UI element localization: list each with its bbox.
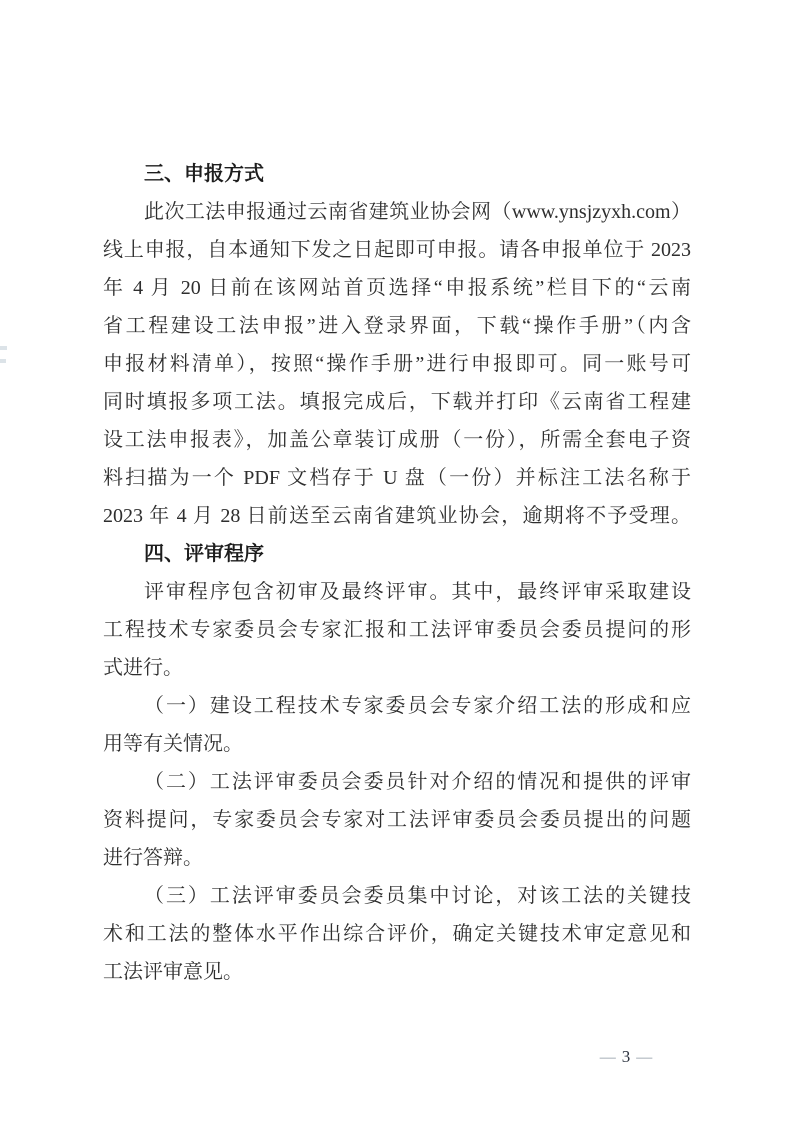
scan-artifact bbox=[0, 346, 7, 350]
document-text-line-item-2: （二）工法评审委员会委员针对介绍的情况和提供的评审 bbox=[144, 771, 691, 793]
page-number bbox=[588, 1046, 664, 1068]
document-text-line: 术和工法的整体水平作出综合评价，确定关键技术审定意见和 bbox=[103, 923, 691, 945]
document-text-line: 省工程建设工法申报”进入登录界面，下载“操作手册”（内含 bbox=[103, 315, 691, 337]
document-text-line: 申报材料清单），按照“操作手册”进行申报即可。同一账号可 bbox=[103, 353, 691, 375]
page-number-dash-left: — bbox=[599, 1049, 616, 1066]
document-text-line: 工法评审意见。 bbox=[103, 961, 243, 983]
document-text-line: 用等有关情况。 bbox=[103, 733, 243, 755]
document-text-line: 年 4 月 20 日前在该网站首页选择“申报系统”栏目下的“云南 bbox=[103, 277, 691, 299]
page-number-value: 3 bbox=[621, 1047, 631, 1066]
document-text-line: 工程技术专家委员会专家汇报和工法评审委员会委员提问的形 bbox=[103, 619, 691, 641]
document-text-line: 设工法申报表》，加盖公章装订成册（一份），所需全套电子资 bbox=[103, 429, 691, 451]
document-text-line: 料扫描为一个 PDF 文档存于 U 盘（一份）并标注工法名称于 bbox=[103, 467, 691, 489]
section-heading-review-procedure: 四、评审程序 bbox=[144, 543, 264, 565]
document-text-line: 2023 年 4 月 28 日前送至云南省建筑业协会，逾期将不予受理。 bbox=[103, 505, 691, 527]
document-text-line: 资料提问，专家委员会专家对工法评审委员会委员提出的问题 bbox=[103, 809, 691, 831]
document-text-line: 评审程序包含初审及最终评审。其中，最终评审采取建设 bbox=[144, 581, 691, 603]
document-text-line: 进行答辩。 bbox=[103, 847, 203, 869]
document-text-line: 同时填报多项工法。填报完成后，下载并打印《云南省工程建 bbox=[103, 391, 691, 413]
document-text-line: 此次工法申报通过云南省建筑业协会网（www.ynsjzyxh.com） bbox=[144, 201, 691, 223]
document-text-line: 式进行。 bbox=[103, 657, 183, 679]
page-number-dash-right: — bbox=[636, 1049, 653, 1066]
section-heading-application-method: 三、申报方式 bbox=[144, 163, 264, 185]
document-text-line: 线上申报，自本通知下发之日起即可申报。请各申报单位于 2023 bbox=[103, 239, 691, 261]
scan-artifact bbox=[0, 359, 6, 363]
document-text-line-item-1: （一）建设工程技术专家委员会专家介绍工法的形成和应 bbox=[144, 695, 691, 717]
document-text-line-item-3: （三）工法评审委员会委员集中讨论，对该工法的关键技 bbox=[144, 885, 691, 907]
document-body bbox=[103, 155, 691, 991]
